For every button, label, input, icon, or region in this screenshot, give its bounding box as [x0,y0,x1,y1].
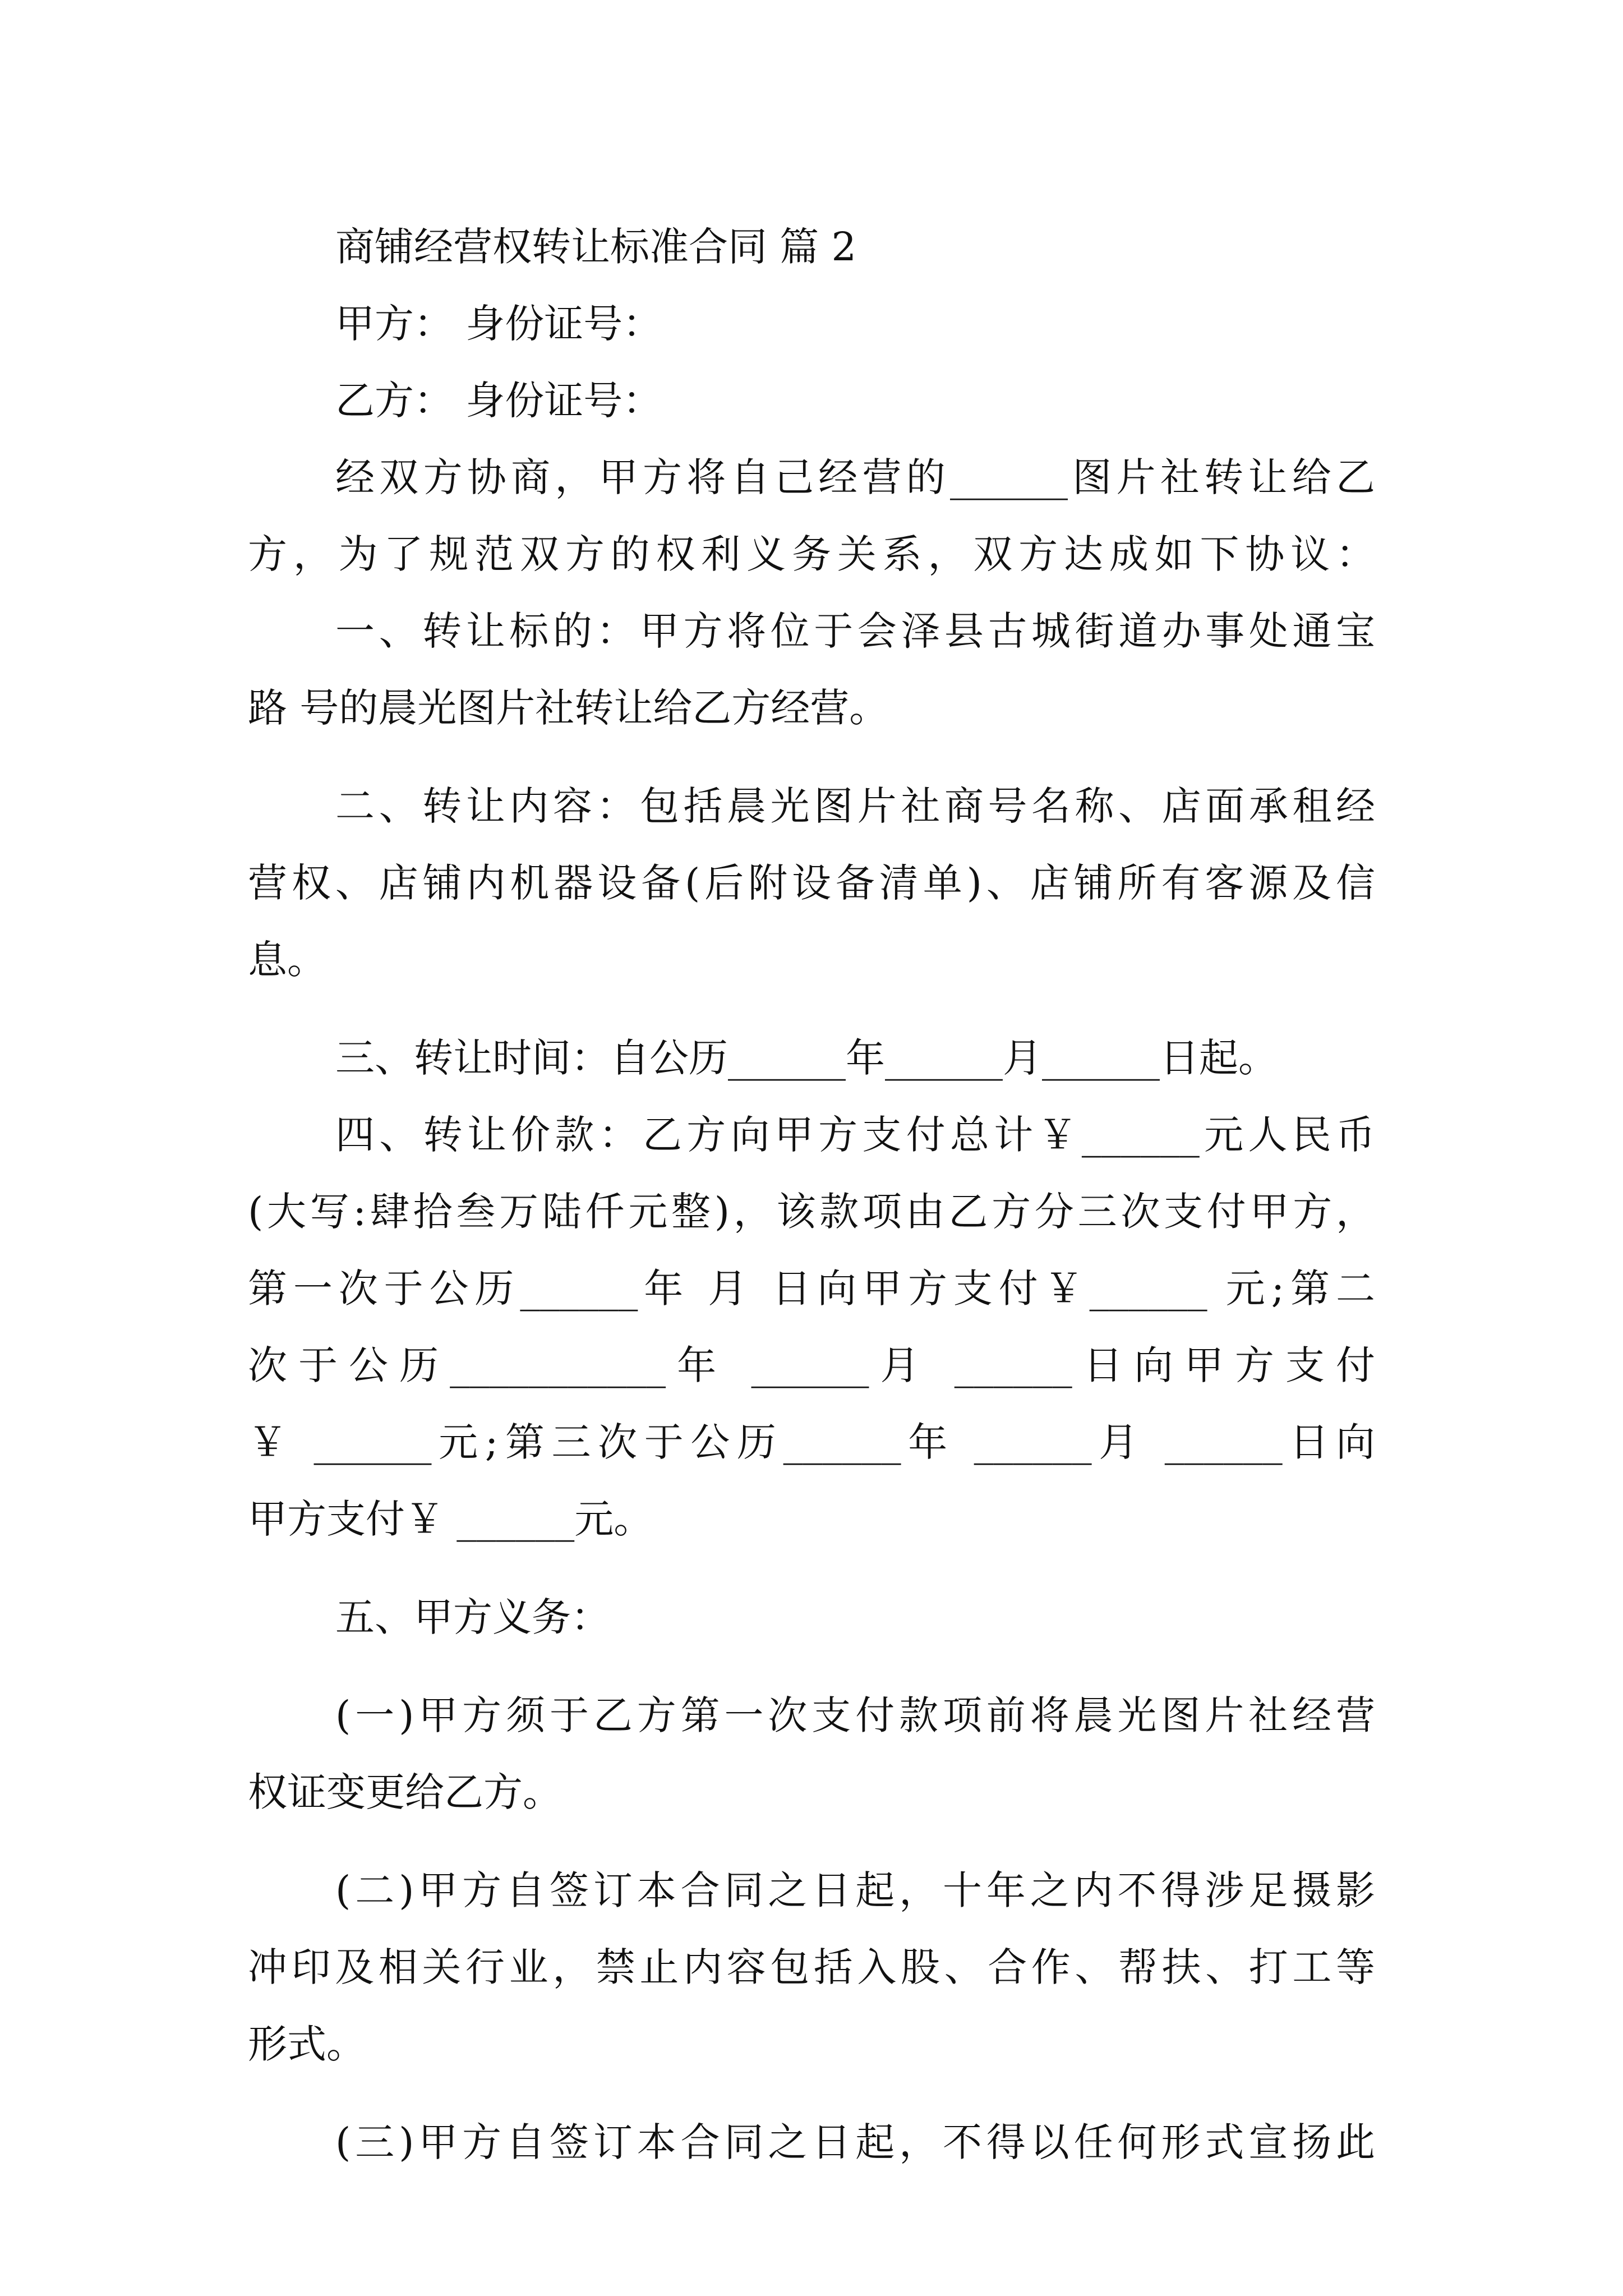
document-page [248,209,1375,2181]
clause-5-heading: 五、甲方义务： [335,1594,610,1640]
clause-5-1-paragraph [248,1677,1375,1831]
paragraph-line: (二)甲方自签订本合同之日起，十年之内不得涉足摄影 [335,1867,1375,1913]
paragraph-gap [248,747,1375,768]
party-a-line: 甲方： 身份证号： [335,301,662,347]
paragraph-line: (一)甲方须于乙方第一次支付款项前将晨光图片社经营 [335,1692,1375,1738]
paragraph-line: 二、转让内容：包括晨光图片社商号名称、店面承租经 [335,783,1375,829]
paragraph-line: 次于公历___________年 ______月 ______日向甲方支付 [248,1342,1375,1388]
paragraph-line: 路 号的晨光图片社转让给乙方经营。 [248,685,889,731]
intro-paragraph [248,439,1375,593]
paragraph-gap [248,1558,1375,1579]
paragraph-gap [248,999,1375,1020]
clause-5-3-paragraph [248,2104,1375,2181]
paragraph-line: 息。 [248,937,326,983]
paragraph-line: 甲方支付￥ ______元。 [248,1496,653,1542]
paragraph-line: 一、转让标的：甲方将位于会泽县古城街道办事处通宝 [335,608,1375,654]
paragraph-line: 经双方协商，甲方将自己经营的______图片社转让给乙 [335,454,1375,500]
paragraph-line: 第一次于公历______年 月 日向甲方支付￥______ 元;第二 [248,1266,1375,1312]
paragraph-line: 营权、店铺内机器设备(后附设备清单)、店铺所有客源及信 [248,860,1375,906]
paragraph-line: 方，为了规范双方的权利义务关系，双方达成如下协议： [248,531,1375,577]
clause-5-2-paragraph [248,1852,1375,2083]
paragraph-gap [248,1656,1375,1677]
clause-1-paragraph [248,593,1375,747]
paragraph-line: 三、转让时间：自公历______年______月______日起。 [335,1035,1278,1081]
paragraph-line: ￥ ______元;第三次于公历______年 ______月 ______日向 [248,1419,1375,1465]
paragraph-line: 冲印及相关行业，禁止内容包括入股、合作、帮扶、打工等 [248,1944,1375,1990]
paragraph-gap [248,1831,1375,1852]
paragraph-line: (三)甲方自签订本合同之日起，不得以任何形式宣扬此 [335,2119,1375,2165]
document-title: 商铺经营权转让标准合同 篇 2 [335,224,857,270]
paragraph-gap [248,2083,1375,2104]
paragraph-line: 形式。 [248,2021,366,2067]
paragraph-line: 权证变更给乙方。 [248,1769,562,1815]
clause-2-paragraph [248,768,1375,999]
clause-4-paragraph [248,1097,1375,1558]
clause-3-paragraph [248,1020,1375,1097]
party-b-line: 乙方： 身份证号： [335,378,662,424]
paragraph-line: 四、转让价款：乙方向甲方支付总计￥______元人民币 [335,1112,1375,1158]
paragraph-line: (大写:肆拾叁万陆仟元整)，该款项由乙方分三次支付甲方， [248,1189,1375,1235]
